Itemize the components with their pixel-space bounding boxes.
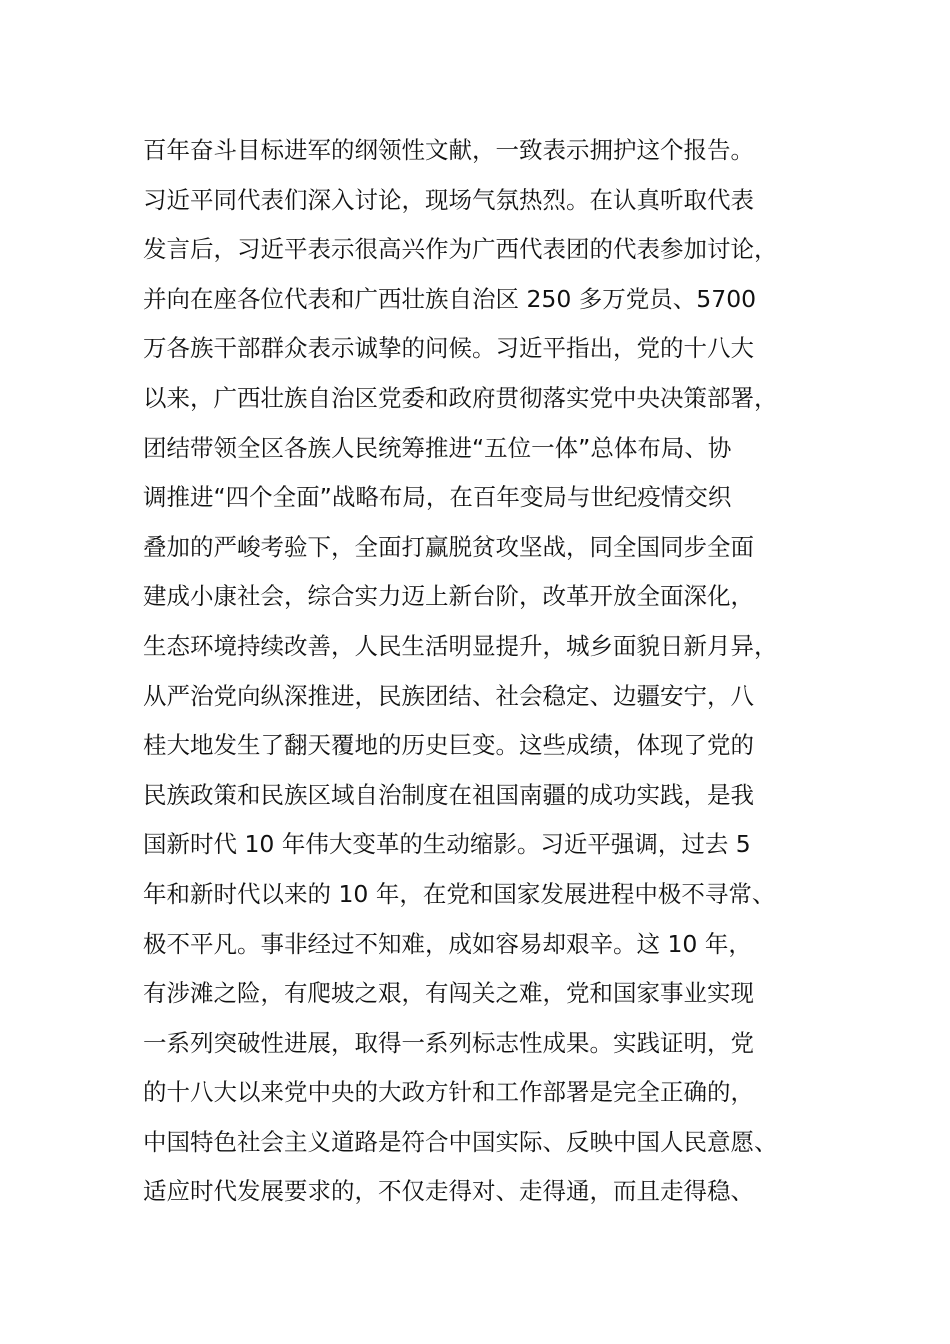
text-line: 一系列突破性进展，取得一系列标志性成果。实践证明，党 — [143, 1028, 754, 1057]
text-line: 习近平同代表们深入讨论，现场气氛热烈。在认真听取代表 — [143, 185, 754, 214]
text-line: 万各族干部群众表示诚挚的问候。习近平指出，党的十八大 — [143, 334, 754, 363]
text-line: 国新时代 10 年伟大变革的生动缩影。习近平强调，过去 5 — [143, 830, 751, 859]
text-line: 民族政策和民族区域自治制度在祖国南疆的成功实践，是我 — [143, 780, 754, 809]
text-line: 生态环境持续改善，人民生活明显提升，城乡面貌日新月异， — [143, 631, 778, 660]
text-line: 以来，广西壮族自治区党委和政府贯彻落实党中央决策部署， — [143, 383, 778, 412]
text-line: 极不平凡。事非经过不知难，成如容易却艰辛。这 10 年， — [143, 929, 752, 958]
text-line: 有涉滩之险，有爬坡之艰，有闯关之难，党和国家事业实现 — [143, 979, 754, 1008]
text-line: 叠加的严峻考验下，全面打赢脱贫攻坚战，同全国同步全面 — [143, 532, 754, 561]
text-line: 调推进“四个全面”战略布局，在百年变局与世纪疫情交织 — [143, 483, 732, 512]
text-line: 的十八大以来党中央的大政方针和工作部署是完全正确的， — [143, 1078, 754, 1107]
text-line: 中国特色社会主义道路是符合中国实际、反映中国人民意愿、 — [143, 1127, 778, 1156]
text-line: 适应时代发展要求的，不仅走得对、走得通，而且走得稳、 — [143, 1177, 754, 1206]
text-line: 百年奋斗目标进军的纲领性文献，一致表示拥护这个报告。 — [143, 136, 754, 164]
text-line: 从严治党向纵深推进，民族团结、社会稳定、边疆安宁，八 — [143, 681, 754, 710]
text-line: 团结带领全区各族人民统筹推进“五位一体”总体布局、协 — [143, 433, 732, 462]
body-text — [143, 126, 833, 1217]
text-line: 发言后，习近平表示很高兴作为广西代表团的代表参加讨论， — [143, 235, 778, 264]
text-line: 年和新时代以来的 10 年，在党和国家发展进程中极不寻常、 — [143, 879, 776, 908]
text-line: 并向在座各位代表和广西壮族自治区 250 多万党员、5700 — [143, 284, 757, 313]
text-line: 桂大地发生了翻天覆地的历史巨变。这些成绩，体现了党的 — [143, 731, 754, 760]
text-line: 建成小康社会，综合实力迈上新台阶，改革开放全面深化， — [143, 582, 754, 611]
